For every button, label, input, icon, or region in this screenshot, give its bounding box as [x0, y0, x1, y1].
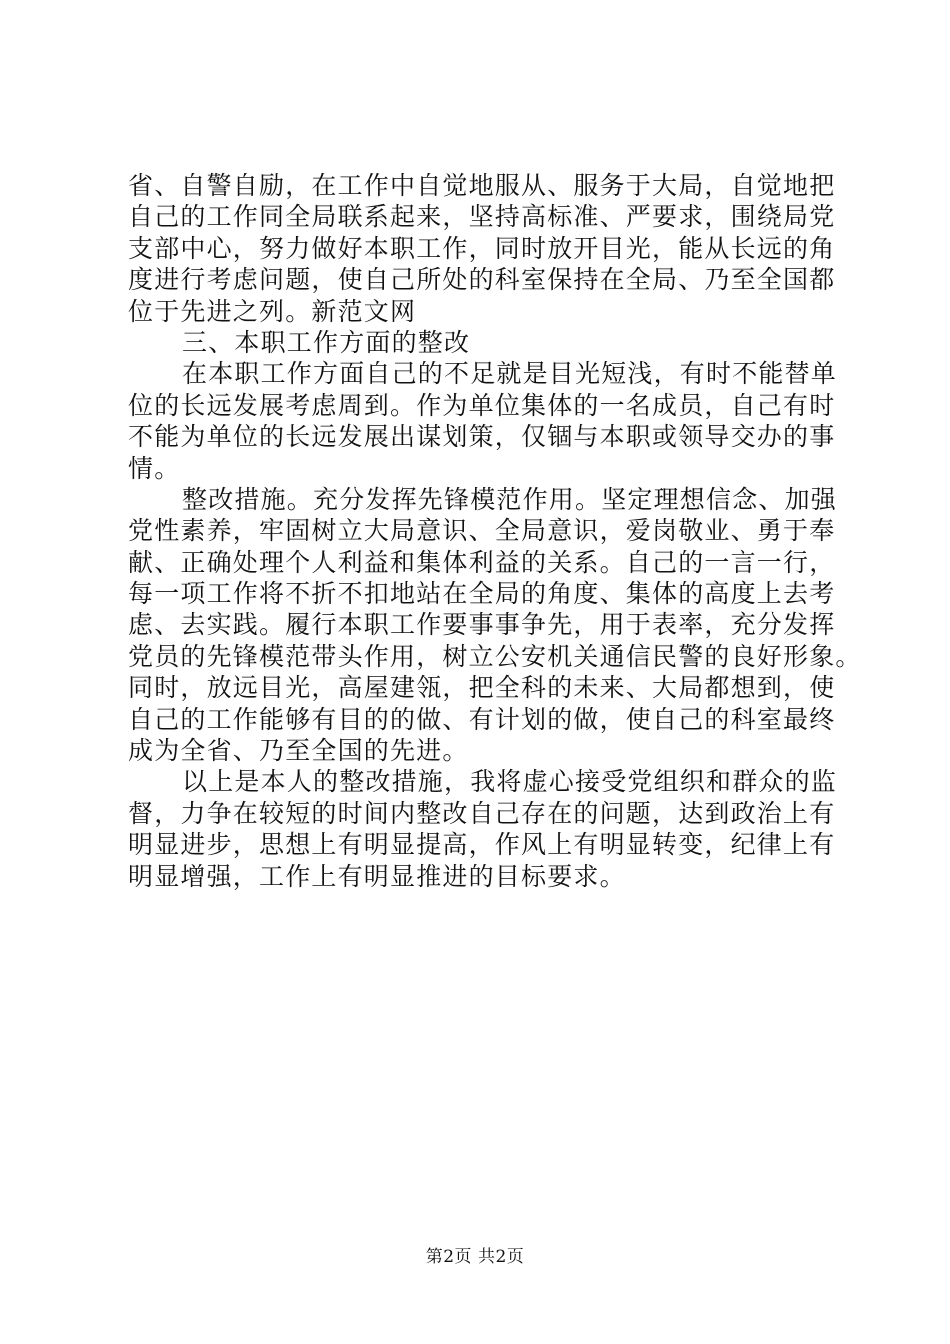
- text-line: 度进行考虑问题，使自己所处的科室保持在全局、乃至全国都: [128, 265, 836, 295]
- text-line: 以上是本人的整改措施，我将虚心接受党组织和群众的监: [182, 767, 838, 797]
- document-body: [128, 170, 862, 892]
- text-line: 党性素养，牢固树立大局意识、全局意识，爱岗敬业、勇于奉: [128, 516, 836, 546]
- text-line: 省、自警自励，在工作中自觉地服从、服务于大局，自觉地把: [128, 171, 836, 200]
- text-line: 明显增强，工作上有明显推进的目标要求。: [128, 861, 626, 891]
- paragraph-conclusion: [128, 766, 838, 892]
- text-line: 位的长远发展考虑周到。作为单位集体的一名成员，自己有时: [128, 390, 836, 420]
- text-line: 成为全省、乃至全国的先进。: [128, 736, 469, 766]
- text-line: 情。: [128, 453, 181, 483]
- text-line: 在本职工作方面自己的不足就是目光短浅，有时不能替单: [182, 359, 838, 389]
- paragraph-shortcomings: [128, 358, 838, 484]
- text-line: 党员的先锋模范带头作用，树立公安机关通信民警的良好形象。: [128, 641, 862, 671]
- paragraph-continuation: [128, 170, 836, 327]
- text-line: 自己的工作能够有目的的做、有计划的做，使自己的科室最终: [128, 704, 836, 734]
- text-line: 支部中心，努力做好本职工作，同时放开目光，能从长远的角: [128, 233, 836, 263]
- paragraph-measures: [128, 484, 862, 767]
- text-line: 每一项工作将不折不扣地站在全局的角度、集体的高度上去考: [128, 579, 836, 609]
- page-number: 第2页 共2页: [425, 1247, 525, 1267]
- text-line: 整改措施。充分发挥先锋模范作用。坚定理想信念、加强: [182, 484, 838, 514]
- text-line: 督，力争在较短的时间内整改自己存在的问题，达到政治上有: [128, 798, 836, 828]
- text-line: 虑、去实践。履行本职工作要事事争先，用于表率，充分发挥: [128, 610, 836, 640]
- text-line: 献、正确处理个人利益和集体利益的关系。自己的一言一行，: [128, 547, 836, 577]
- text-line: 位于先进之列。新范文网: [128, 296, 417, 326]
- text-line: 同时，放远目光，高屋建瓴，把全科的未来、大局都想到，使: [128, 673, 836, 703]
- text-line: 明显进步，思想上有明显提高，作风上有明显转变，纪律上有: [128, 830, 836, 860]
- text-line: 不能为单位的长远发展出谋划策，仅锢与本职或领导交办的事: [128, 422, 836, 452]
- text-line: 自己的工作同全局联系起来，坚持高标准、严要求，围绕局党: [128, 202, 836, 232]
- section-heading: 三、本职工作方面的整改: [182, 327, 471, 357]
